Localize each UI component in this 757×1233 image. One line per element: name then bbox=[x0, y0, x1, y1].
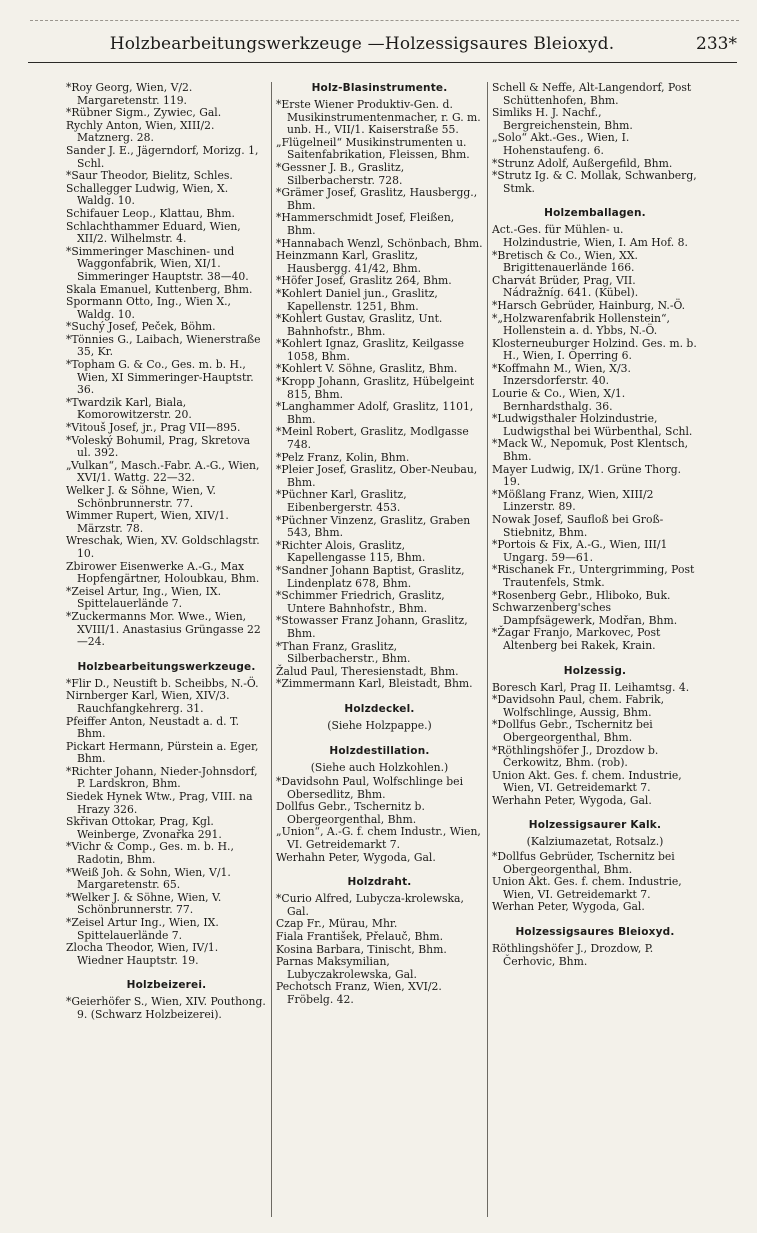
directory-entry: Dollfus Gebr., Tschernitz b. Obergeorgenthal, Bhm. bbox=[276, 800, 425, 826]
directory-entry: *Gessner J. B., Graslitz, Silberbacherstr. 728. bbox=[276, 160, 405, 187]
directory-entry: Schifauer Leop., Klattau, Bhm. bbox=[66, 206, 235, 220]
directory-entry: Mayer Ludwig, IX/1. Grüne Thorg. 19. bbox=[492, 462, 682, 489]
directory-entry: „Flügelneil“ Musikinstrumenten u. Saitenfabrikation, Fleissen, Bhm. bbox=[276, 135, 470, 162]
page-header bbox=[28, 34, 737, 63]
directory-entry: Spormann Otto, Ing., Wien X., Waldg. 10. bbox=[66, 295, 231, 321]
directory-entry: Sander J. E., Jägerndorf, Morizg. 1, Schl. bbox=[66, 143, 259, 170]
directory-entry: *Davidsohn Paul, Wolfschlinge bei Obersedlitz, Bhm. bbox=[276, 775, 464, 801]
directory-entry: *Twardzik Karl, Biala, Komorowitzerstr. 20. bbox=[66, 395, 192, 422]
directory-entry: *Sandner Johann Baptist, Graslitz, Lindenplatz 678, Bhm. bbox=[276, 563, 465, 590]
directory-entry: Werhan Peter, Wygoda, Gal. bbox=[492, 900, 645, 914]
section-heading: Holzdeckel. bbox=[344, 702, 415, 715]
entry-list bbox=[492, 682, 698, 808]
section-heading: Holzdraht. bbox=[347, 876, 412, 889]
directory-entry: *Rischanek Fr., Untergrimming, Post Trautenfels, Stmk. bbox=[492, 563, 695, 589]
directory-entry: *„Holzwarenfabrik Hollenstein“, Hollenstein a. d. Ybbs, N.-Ö. bbox=[492, 311, 670, 338]
directory-entry: Skřivan Ottokar, Prag, Kgl. Weinberge, Zvonařka 291. bbox=[66, 815, 222, 841]
directory-entry: *Kohlert Daniel jun., Graslitz, Kapellenstr. 1251, Bhm. bbox=[276, 286, 438, 313]
directory-entry: *Tönnies G., Laibach, Wienerstraße 35, Kr. bbox=[66, 332, 261, 359]
directory-entry: *Püchner Vinzenz, Graslitz, Graben 543, Bhm. bbox=[276, 513, 471, 540]
directory-entry: Werhahn Peter, Wygoda, Gal. bbox=[492, 793, 652, 807]
listing-columns bbox=[62, 82, 702, 1217]
directory-entry: *Zuckermanns Mor. Wwe., Wien, XVIII/1. Anastasius Grüngasse 22—24. bbox=[66, 609, 261, 649]
directory-entry: *Topham G. & Co., Ges. m. b. H., Wien, XI Simmeringer-Hauptstr. 36. bbox=[66, 358, 254, 397]
directory-entry: „Solo“ Akt.-Ges., Wien, I. Hohenstaufeng. 6. bbox=[492, 131, 630, 157]
directory-entry: Pickart Hermann, Pürstein a. Eger, Bhm. bbox=[66, 739, 259, 766]
directory-entry: *Langhammer Adolf, Graslitz, 1101, Bhm. bbox=[276, 400, 474, 426]
section-heading: Holzbeizerei. bbox=[126, 979, 207, 992]
directory-entry: *Harsch Gebrüder, Hainburg, N.-Ö. bbox=[492, 298, 686, 312]
directory-entry: Nirnberger Karl, Wien, XIV/3. Rauchfangkehrerg. 31. bbox=[66, 689, 230, 715]
directory-entry: *Richter Johann, Nieder-Johnsdorf, P. Lardskron, Bhm. bbox=[66, 764, 258, 791]
section-heading: Holzdestillation. bbox=[329, 744, 430, 757]
directory-entry: *Höfer Josef, Graslitz 264, Bhm. bbox=[276, 274, 452, 288]
section-heading: Holzessigsaurer Kalk. bbox=[528, 819, 662, 832]
directory-entry: *Zeisel Artur, Ing., Wien, IX. Spittelauerlände 7. bbox=[66, 584, 222, 611]
directory-entry: *Röthlingshöfer J., Drozdow b. Čerkowitz, Bhm. (rob). bbox=[492, 743, 659, 770]
entry-list bbox=[276, 99, 483, 691]
directory-entry: *Vichr & Comp., Ges. m. b. H., Radotin, Bhm. bbox=[66, 840, 234, 867]
directory-entry: *Koffmahn M., Wien, X/3. Inzersdorferstr. 40. bbox=[492, 361, 631, 388]
directory-entry: *Kropp Johann, Graslitz, Hübelgeint 815, Bhm. bbox=[276, 375, 475, 401]
directory-entry: Wreschak, Wien, XV. Goldschlagstr. 10. bbox=[66, 534, 260, 560]
column-left bbox=[62, 82, 271, 1217]
directory-entry: *Davidsohn Paul, chem. Fabrik, Wolfschlinge, Aussig, Bhm. bbox=[492, 693, 665, 719]
entry-list bbox=[492, 851, 698, 914]
directory-entry: Lourie & Co., Wien, X/1. Bernhardsthalg. 36. bbox=[492, 387, 626, 413]
directory-entry: *Strutz Ig. & C. Mollak, Schwanberg, Stmk. bbox=[492, 169, 697, 195]
directory-entry: Welker J. & Söhne, Wien, V. Schönbrunnerstr. 77. bbox=[66, 484, 216, 510]
directory-entry: *Strunz Adolf, Außergefild, Bhm. bbox=[492, 156, 673, 170]
directory-entry: *Pelz Franz, Kolin, Bhm. bbox=[276, 450, 410, 464]
entry-list bbox=[66, 678, 267, 968]
directory-entry: *Grämer Josef, Graslitz, Hausbergg., Bhm. bbox=[276, 186, 478, 212]
directory-entry: Röthlingshöfer J., Drozdow, P. Čerhovic, Bhm. bbox=[492, 942, 654, 968]
entry-list bbox=[276, 893, 483, 1006]
directory-entry: Schallegger Ludwig, Wien, X. Waldg. 10. bbox=[66, 181, 229, 208]
directory-entry: *Richter Alois, Graslitz, Kapellengasse 115, Bhm. bbox=[276, 538, 426, 565]
directory-entry: *Schimmer Friedrich, Graslitz, Untere Bahnhofstr., Bhm. bbox=[276, 589, 445, 615]
directory-entry: *Dollfus Gebrüder, Tschernitz bei Obergeorgenthal, Bhm. bbox=[492, 850, 675, 876]
directory-entry: *Pleier Josef, Graslitz, Ober-Neubau, Bhm. bbox=[276, 463, 478, 489]
entry-list bbox=[66, 82, 267, 649]
page-number: 233* bbox=[696, 34, 737, 54]
directory-entry: *Weiß Joh. & Sohn, Wien, V/1. Margaretenstr. 65. bbox=[66, 865, 231, 892]
directory-entry: *Kohlert Ignaz, Graslitz, Keilgasse 1058, Bhm. bbox=[276, 337, 464, 363]
directory-entry: Siedek Hynek Wtw., Prag, VIII. na Hrazy 326. bbox=[66, 790, 253, 816]
directory-entry: *Mack W., Nepomuk, Post Klentsch, Bhm. bbox=[492, 437, 689, 464]
section-note: (Kalziumazetat, Rotsalz.) bbox=[526, 835, 664, 849]
directory-entry: *Welker J. & Söhne, Wien, V. Schönbrunnerstr. 77. bbox=[66, 890, 222, 917]
directory-entry: Simliks H. J. Nachf., Bergreichenstein, Bhm. bbox=[492, 106, 633, 132]
directory-entry: *Zimmermann Karl, Bleistadt, Bhm. bbox=[276, 677, 473, 691]
directory-entry: Charvát Brüder, Prag, VII. Nádražníg. 641. (Kübel). bbox=[492, 273, 639, 300]
directory-entry: Czap Fr., Mürau, Mhr. bbox=[276, 917, 398, 931]
directory-entry: Rychly Anton, Wien, XIII/2. Matznerg. 28. bbox=[66, 118, 215, 145]
section-heading: Holzessigsaures Bleioxyd. bbox=[515, 926, 675, 939]
directory-entry: *Saur Theodor, Bielitz, Schles. bbox=[66, 169, 233, 183]
directory-entry: *Stowasser Franz Johann, Graslitz, Bhm. bbox=[276, 614, 468, 640]
directory-entry: Union Akt. Ges. f. chem. Industrie, Wien, VI. Getreidemarkt 7. bbox=[492, 875, 682, 901]
directory-entry: *Rosenberg Gebr., Hliboko, Buk. bbox=[492, 588, 671, 602]
entry-list bbox=[492, 943, 698, 968]
entry-list bbox=[276, 776, 483, 864]
directory-entry: Pfeiffer Anton, Neustadt a. d. T. Bhm. bbox=[66, 714, 240, 741]
directory-entry: *Kohlert Gustav, Graslitz, Unt. Bahnhofstr., Bhm. bbox=[276, 312, 443, 338]
directory-entry: *Meinl Robert, Graslitz, Modlgasse 748. bbox=[276, 425, 469, 452]
directory-entry: „Union“, A.-G. f. chem Industr., Wien, VI. Getreidemarkt 7. bbox=[276, 825, 481, 852]
section-heading: Holzessig. bbox=[563, 664, 627, 677]
directory-entry: *Žagar Franjo, Markovec, Post Altenberg bei Rakek, Krain. bbox=[492, 626, 661, 652]
directory-entry: *Erste Wiener Produktiv-Gen. d. Musikinstrumentenmacher, r. G. m. unb. H., VII/1. Kaiserstraße 55. bbox=[276, 98, 481, 137]
directory-entry: Kosina Barbara, Tinischt, Bhm. bbox=[276, 942, 447, 956]
directory-entry: Skala Emanuel, Kuttenberg, Bhm. bbox=[66, 282, 253, 296]
directory-entry: *Geierhöfer S., Wien, XIV. Pouthong. 9. (Schwarz Holzbeizerei). bbox=[66, 995, 266, 1021]
directory-entry: Act.-Ges. für Mühlen- u. Holzindustrie, Wien, I. Am Hof. 8. bbox=[492, 223, 688, 249]
directory-entry: Nowak Josef, Saufloß bei Groß-Stiebnitz, Bhm. bbox=[492, 513, 664, 539]
section-heading: Holz-Blasinstrumente. bbox=[311, 82, 448, 94]
directory-entry: *Voleský Bohumil, Prag, Skretova ul. 392. bbox=[66, 433, 251, 460]
top-rule bbox=[30, 20, 739, 21]
directory-entry: Zbirower Eisenwerke A.-G., Max Hopfengärtner, Holoubkau, Bhm. bbox=[66, 559, 260, 586]
directory-entry: *Portois & Fix, A.-G., Wien, III/1 Ungarg. 59—61. bbox=[492, 538, 668, 564]
directory-entry: Heinzmann Karl, Graslitz, Hausbergg. 41/42, Bhm. bbox=[276, 249, 422, 275]
directory-entry: Klosterneuburger Holzind. Ges. m. b. H., Wien, I. Operring 6. bbox=[492, 336, 697, 363]
directory-entry: *Vitouš Josef, jr., Prag VII—895. bbox=[66, 421, 241, 435]
entry-list bbox=[492, 82, 698, 195]
section-heading: Holzbearbeitungswerkzeuge. bbox=[77, 660, 256, 673]
directory-entry: *Flir D., Neustift b. Scheibbs, N.-Ö. bbox=[66, 676, 259, 690]
directory-entry: Žalud Paul, Theresienstadt, Bhm. bbox=[276, 664, 459, 678]
entry-list bbox=[66, 996, 267, 1021]
directory-entry: *Than Franz, Graslitz, Silberbacherstr., Bhm. bbox=[276, 639, 411, 666]
directory-entry: *Kohlert V. Söhne, Graslitz, Bhm. bbox=[276, 362, 458, 376]
running-title: Holzbearbeitungswerkzeuge —Holzessigsaures Bleioxyd. bbox=[109, 34, 615, 54]
directory-entry: „Vulkan“, Masch.-Fabr. A.-G., Wien, XVI/1. Wattg. 22—32. bbox=[66, 458, 260, 485]
directory-entry: Wimmer Rupert, Wien, XIV/1. Märzstr. 78. bbox=[66, 509, 229, 535]
section-note: (Siehe auch Holzkohlen.) bbox=[310, 760, 449, 774]
directory-entry: *Curio Alfred, Lubycza-krolewska, Gal. bbox=[276, 892, 464, 918]
section-heading: Holzemballagen. bbox=[544, 207, 646, 220]
directory-entry: *Roy Georg, Wien, V/2. Margaretenstr. 119. bbox=[66, 82, 193, 107]
directory-entry: *Suchý Josef, Peček, Böhm. bbox=[66, 320, 216, 334]
directory-entry: *Zeisel Artur Ing., Wien, IX. Spittelauerlände 7. bbox=[66, 916, 219, 942]
directory-entry: Pechotsch Franz, Wien, XVI/2. Fröbelg. 42. bbox=[276, 980, 442, 1006]
directory-entry: Union Akt. Ges. f. chem. Industrie, Wien, VI. Getreidemarkt 7. bbox=[492, 768, 682, 795]
directory-entry: Schwarzenberg'sches Dampfsägewerk, Modřan, Bhm. bbox=[492, 601, 678, 627]
directory-entry: *Simmeringer Maschinen- und Waggonfabrik, Wien, XI/1. Simmeringer Hauptstr. 38—40. bbox=[66, 244, 249, 283]
directory-entry: Schlachthammer Eduard, Wien, XII/2. Wilhelmstr. 4. bbox=[66, 219, 241, 246]
directory-entry: *Püchner Karl, Graslitz, Eibenbergerstr. 453. bbox=[276, 488, 407, 514]
directory-entry: *Rübner Sigm., Zywiec, Gal. bbox=[66, 106, 222, 120]
column-middle bbox=[271, 82, 487, 1217]
section-note: (Siehe Holzpappe.) bbox=[327, 718, 432, 732]
directory-entry: *Ludwigsthaler Holzindustrie, Ludwigsthal bei Würbenthal, Schl. bbox=[492, 412, 693, 438]
directory-entry: Zlocha Theodor, Wien, IV/1. Wiedner Hauptstr. 19. bbox=[66, 941, 219, 967]
directory-entry: *Dollfus Gebr., Tschernitz bei Obergeorgenthal, Bhm. bbox=[492, 718, 653, 744]
directory-entry: *Hannabach Wenzl, Schönbach, Bhm. bbox=[276, 236, 483, 250]
directory-entry: Boresch Karl, Prag II. Leihamtsg. 4. bbox=[492, 680, 690, 694]
entry-list bbox=[492, 224, 698, 652]
directory-entry: Fiala František, Přelauč, Bhm. bbox=[276, 930, 444, 944]
directory-entry: *Bretisch & Co., Wien, XX. Brigittenauerlände 166. bbox=[492, 248, 638, 275]
column-right bbox=[487, 82, 702, 1217]
directory-entry: *Mößlang Franz, Wien, XIII/2 Linzerstr. 89. bbox=[492, 487, 654, 514]
directory-entry: *Hammerschmidt Josef, Fleißen, Bhm. bbox=[276, 211, 455, 237]
directory-entry: Werhahn Peter, Wygoda, Gal. bbox=[276, 850, 436, 864]
directory-entry: Parnas Maksymilian, Lubyczakrolewska, Gal. bbox=[276, 955, 417, 981]
directory-entry: Schell & Neffe, Alt-Langendorf, Post Schüttenhofen, Bhm. bbox=[492, 82, 692, 107]
